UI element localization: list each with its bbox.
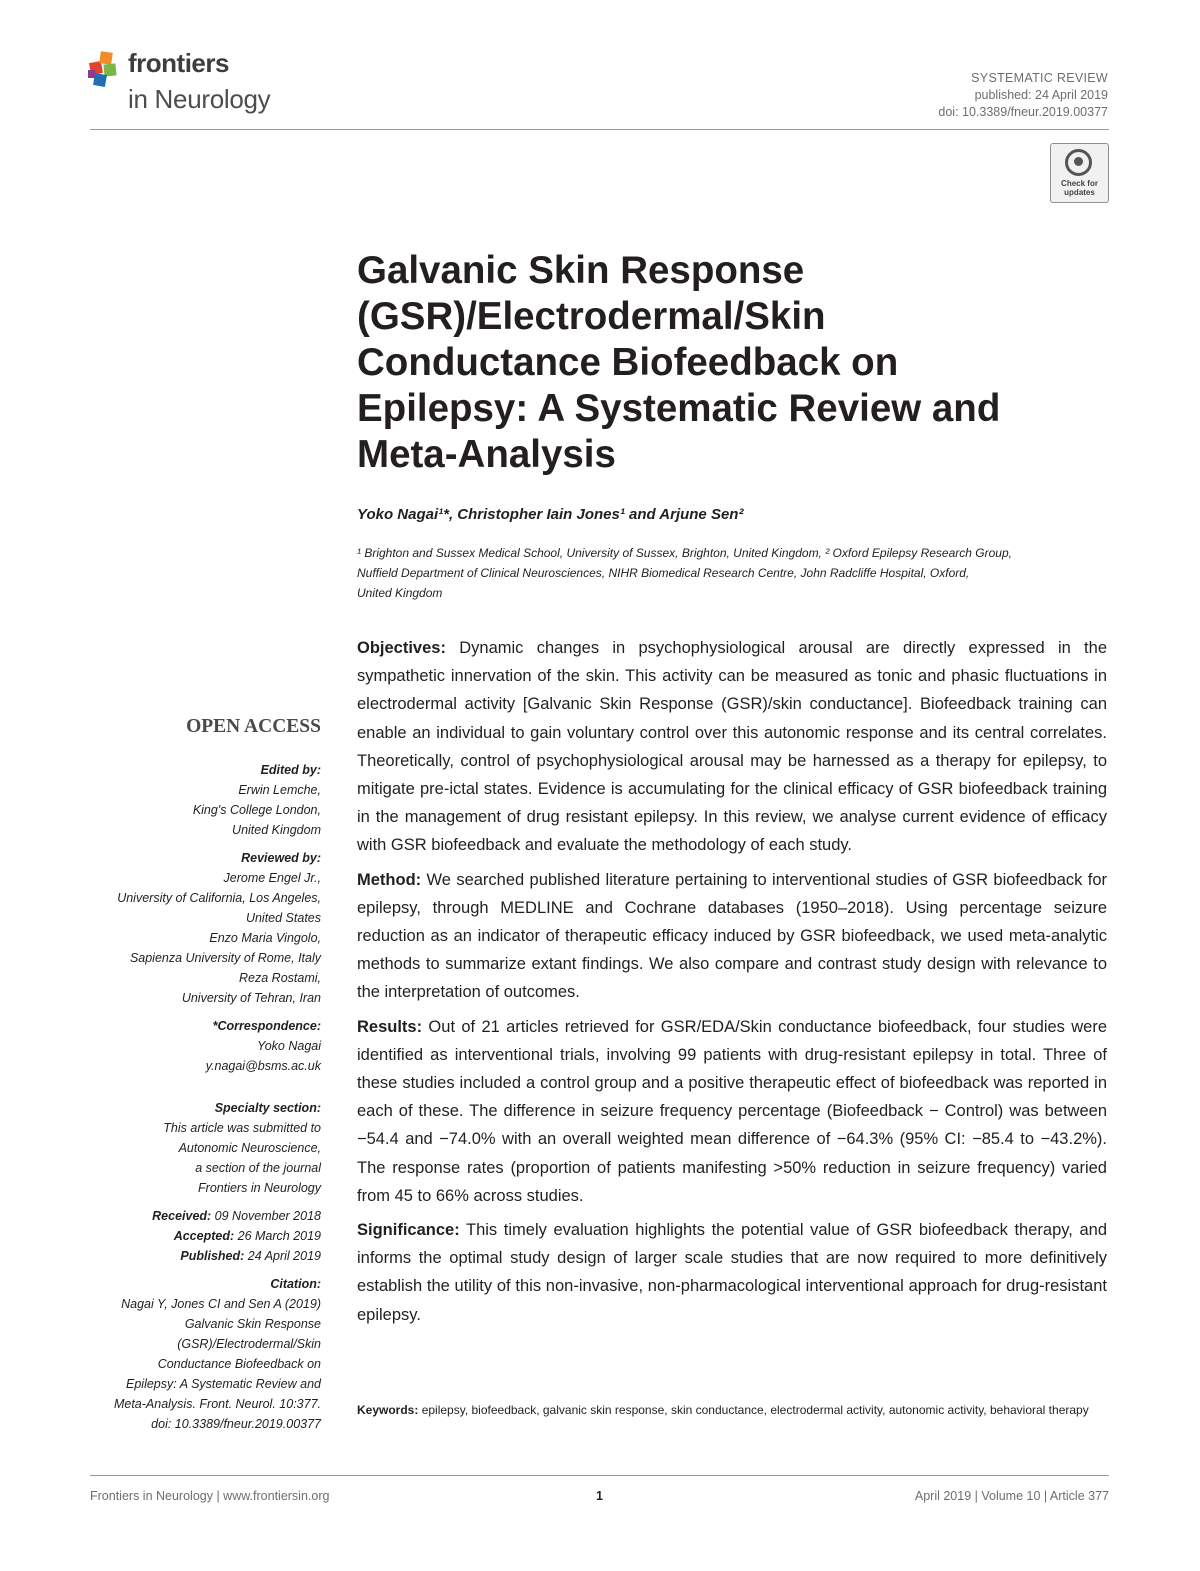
citation-doi[interactable]: doi: 10.3389/fneur.2019.00377 xyxy=(151,1417,321,1431)
title-line: Meta-Analysis xyxy=(357,433,616,476)
affiliation-line: ¹ Brighton and Sussex Medical School, University of Sussex, Brighton, United Kingdom, ² Oxford Epilepsy Research Group, xyxy=(357,546,1012,560)
title-line: Galvanic Skin Response xyxy=(357,249,805,292)
frontiers-logo-icon xyxy=(88,50,124,90)
sidebar xyxy=(90,714,321,1442)
method-text: We searched published literature pertaining to interventional studies of GSR biofeedback for epilepsy, through MEDLINE and Cochrane databases (1950–2018). Using percentage seizure reduction as an indicator of therapeutic efficacy induced by GSR biofeedback, we used meta-analytic methods to summarize extant findings. We also compare and contrast study design with relevance to the interpretation of outcomes. xyxy=(357,870,1107,1002)
header-rule xyxy=(90,129,1109,130)
objectives-heading: Objectives: xyxy=(357,639,446,657)
specialty-heading: Specialty section: xyxy=(214,1101,321,1115)
abstract xyxy=(357,634,1107,1335)
abstract-objectives xyxy=(357,634,1107,860)
footer-journal-link[interactable]: Frontiers in Neurology | www.frontiersin.org xyxy=(90,1489,330,1503)
keywords xyxy=(357,1400,1109,1420)
title-line: Conductance Biofeedback on xyxy=(357,341,899,384)
journal-brand: frontiers xyxy=(128,48,229,78)
abstract-results xyxy=(357,1013,1107,1210)
article-meta xyxy=(938,70,1108,121)
check-for-updates-label: Check for xyxy=(1061,179,1098,188)
editor-line: Erwin Lemche, xyxy=(238,783,321,797)
abstract-method xyxy=(357,866,1107,1007)
reviewed-by-section xyxy=(90,848,321,1008)
keywords-heading: Keywords: xyxy=(357,1403,419,1417)
correspondence-name: Yoko Nagai xyxy=(257,1039,321,1053)
article-doi[interactable]: doi: 10.3389/fneur.2019.00377 xyxy=(938,105,1108,119)
results-text: Out of 21 articles retrieved for GSR/EDA/Skin conductance biofeedback, four studies were identified as interventional trials, involving 99 patients with drug-resistant epilepsy in total. Three of these studies included a control group and a positive therapeutic effect of biofeedback was reported in each of these. The difference in seizure frequency percentage (Biofeedback − Control) was between −54.4 and −74.0% with an overall weighted mean difference of −64.3% (95% CI: −85.4 to −43.2%). The response rates (proportion of patients manifesting >50% reduction in seizure frequency) varied from 45 to 66% across studies. xyxy=(357,1017,1107,1205)
correspondence-email[interactable]: y.nagai@bsms.ac.uk xyxy=(205,1059,321,1073)
affiliation-line: United Kingdom xyxy=(357,586,443,600)
check-for-updates-label-2: updates xyxy=(1064,188,1095,197)
received-label: Received: xyxy=(152,1209,212,1223)
specialty-line: Autonomic Neuroscience, xyxy=(178,1141,321,1155)
footer-rule xyxy=(90,1475,1109,1476)
reviewed-by-heading: Reviewed by: xyxy=(241,851,321,865)
footer-issue: April 2019 | Volume 10 | Article 377 xyxy=(914,1489,1109,1503)
accepted-date xyxy=(90,1226,321,1246)
objectives-text: Dynamic changes in psychophysiological arousal are directly expressed in the sympathetic innervation of the skin. This activity can be measured as tonic and phasic fluctuations in electrodermal activity [Galvanic Skin Response (GSR)/skin conductance]. Biofeedback training can enable an individual to gain voluntary control over this autonomic response and its central correlates. Theoretically, control of psychophysiological arousal may be harnessed as a therapy for epilepsy, to mitigate pre-ictal states. Evidence is accumulating for the clinical efficacy of GSR biofeedback training in the management of drug resistant epilepsy. In this review, we analyse current evidence of efficacy with GSR biofeedback and evaluate the methodology of each study. xyxy=(357,639,1107,855)
page-number: 1 xyxy=(596,1489,603,1503)
citation-line: Meta-Analysis. Front. Neurol. 10:377. xyxy=(113,1397,321,1411)
open-access-label: OPEN ACCESS xyxy=(186,716,321,737)
published-value: 24 April 2019 xyxy=(244,1249,321,1263)
check-for-updates-icon xyxy=(1065,149,1092,176)
reviewer-line: University of California, Los Angeles, xyxy=(117,891,321,905)
significance-heading: Significance: xyxy=(357,1221,460,1240)
accepted-value: 26 March 2019 xyxy=(234,1229,321,1243)
method-heading: Method: xyxy=(357,870,422,889)
journal-name: in Neurology xyxy=(128,84,271,114)
check-for-updates-button[interactable] xyxy=(1050,143,1109,203)
editor-line: United Kingdom xyxy=(232,823,321,837)
editor-line: King's College London, xyxy=(192,803,321,817)
article-title xyxy=(357,248,1087,478)
citation-line: Conductance Biofeedback on xyxy=(157,1357,321,1371)
correspondence-section xyxy=(90,1016,321,1076)
specialty-line: This article was submitted to xyxy=(163,1121,321,1135)
affiliations xyxy=(357,543,1107,603)
citation-section xyxy=(90,1274,321,1434)
reviewer-line: Jerome Engel Jr., xyxy=(223,871,321,885)
abstract-significance xyxy=(357,1216,1107,1329)
citation-heading: Citation: xyxy=(270,1277,321,1291)
reviewer-line: Reza Rostami, xyxy=(239,971,321,985)
reviewer-line: Sapienza University of Rome, Italy xyxy=(129,951,321,965)
published-date-sidebar xyxy=(90,1246,321,1266)
dates-section xyxy=(90,1206,321,1266)
affiliation-line: Nuffield Department of Clinical Neurosciences, NIHR Biomedical Research Centre, John Radcliffe Hospital, Oxford, xyxy=(357,566,970,580)
significance-text: This timely evaluation highlights the potential value of GSR biofeedback therapy, and informs the optimal study design of larger scale studies that are now required to more definitively establish the utility of this non-invasive, non-pharmacological interventional approach for drug-resistant epilepsy. xyxy=(357,1221,1107,1324)
keywords-text: epilepsy, biofeedback, galvanic skin response, skin conductance, electrodermal activity, autonomic activity, behavioral therapy xyxy=(418,1403,1089,1417)
received-date xyxy=(90,1206,321,1226)
specialty-section xyxy=(90,1098,321,1198)
correspondence-heading: *Correspondence: xyxy=(212,1019,321,1033)
reviewer-line: United States xyxy=(245,911,321,925)
edited-by-section xyxy=(90,760,321,840)
edited-by-heading: Edited by: xyxy=(260,763,321,777)
reviewer-line: Enzo Maria Vingolo, xyxy=(209,931,321,945)
article-type: SYSTEMATIC REVIEW xyxy=(971,71,1108,85)
reviewer-line: University of Tehran, Iran xyxy=(181,991,321,1005)
specialty-line: Frontiers in Neurology xyxy=(198,1181,321,1195)
title-line: Epilepsy: A Systematic Review and xyxy=(357,387,1001,430)
citation-line: (GSR)/Electrodermal/Skin xyxy=(177,1337,321,1351)
citation-line: Nagai Y, Jones CI and Sen A (2019) xyxy=(121,1297,321,1311)
results-heading: Results: xyxy=(357,1017,423,1036)
received-value: 09 November 2018 xyxy=(211,1209,321,1223)
citation-line: Epilepsy: A Systematic Review and xyxy=(126,1377,321,1391)
citation-line: Galvanic Skin Response xyxy=(184,1317,321,1331)
published-date: published: 24 April 2019 xyxy=(974,88,1108,102)
title-line: (GSR)/Electrodermal/Skin xyxy=(357,295,826,338)
accepted-label: Accepted: xyxy=(173,1229,235,1243)
specialty-line: a section of the journal xyxy=(195,1161,321,1175)
journal-logo xyxy=(88,48,308,124)
published-label: Published: xyxy=(180,1249,245,1263)
authors: Yoko Nagai¹*, Christopher Iain Jones¹ and Arjune Sen² xyxy=(357,506,744,523)
